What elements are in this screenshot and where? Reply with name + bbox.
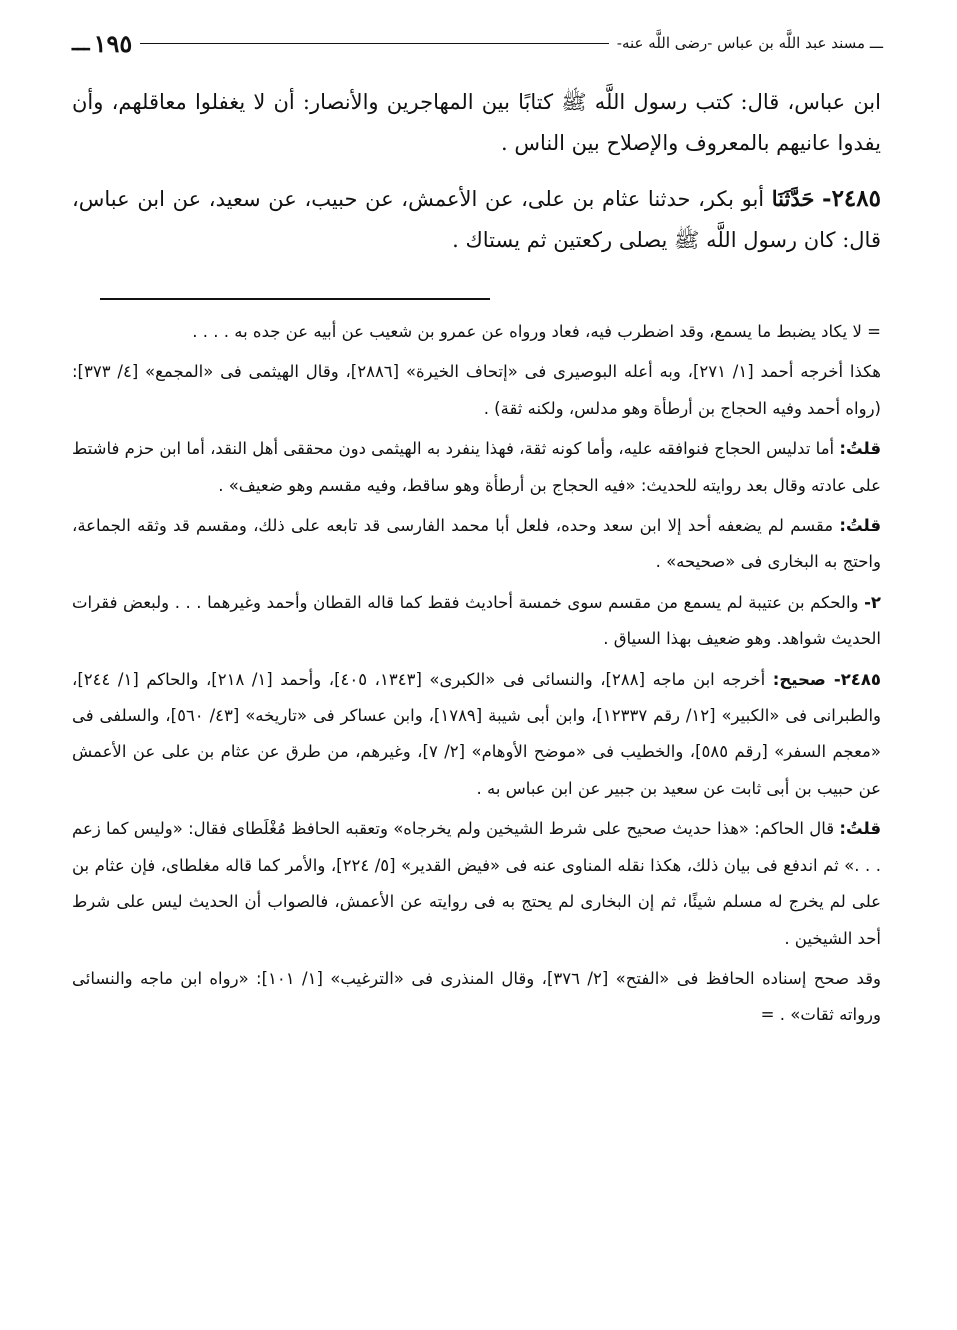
footnote-paragraph — [72, 811, 881, 957]
footnote-continuation: = لا يكاد يضبط ما يسمع، وقد اضطرب فيه، فعاد ورواه عن عمرو بن شعيب عن أبيه عن جده به . . . . — [192, 322, 881, 341]
footnote-paragraph — [72, 585, 881, 658]
footnotes — [72, 314, 881, 1038]
footnote-text: أخرجه ابن ماجه [٢٨٨]، والنسائى فى «الكبرى» [١٣٤٣، ٤٠٥]، وأحمد [١/ ٢١٨]، والحاكم [١/ ٢٤٤]، والطبرانى فى «الكبير» [١٢/ رقم ١٢٣٣٧]، وابن أبى شيبة [١٧٨٩]، وابن عساكر فى «تاريخه» [٤٣/ ٥٦٠]، والسلفى فى «معجم السفر» [رقم ٥٨٥]، والخطيب فى «موضح الأوهام» [٢/ ٧]، وغيرهم، من طرق عن عثام بن على عن الأعمش عن حبيب بن أبى ثابت عن سعيد بن جبير عن ابن عباس به . — [72, 669, 882, 798]
takhrij-label: ٢٤٨٥- صحيح: — [772, 669, 882, 689]
header-dash: ـــ — [72, 31, 90, 55]
footnote-text: قال الحاكم: «هذا حديث صحيح على شرط الشيخين ولم يخرجاه» وتعقبه الحافظ مُغْلَطاى فقال: «وليس كما زعم . . .» ثم اندفع فى بيان ذلك، هكذا نقله المناوى عنه فى «فيض القدير» [٥/ ٢٢٤]، والأمر كما قاله مغلطاى، فإن عثام بن على لم يخرج له مسلم شيئًا، ثم إن البخارى لم يحتج به فى روايته عن الأعمش، فالصواب أن الحديث ليس على شرط أحد الشيخين . — [72, 819, 881, 948]
hadith-number: ٢٤٨٥- — [822, 185, 881, 212]
footnote-text: مقسم لم يضعفه أحد إلا ابن سعد وحده، فلعل أبا محمد الفارسى قد تابعه على ذلك، ومقسم قد وثقه الجماعة، واحتج به البخارى فى «صحيحه» . — [72, 516, 881, 572]
qultu-label: قلتُ: — [839, 819, 881, 839]
footnote-text: والحكم بن عتيبة لم يسمع من مقسم سوى خمسة أحاديث فقط كما قاله القطان وأحمد وغيرهما . . . ولبعض فقرات الحديث شواهد. وهو ضعيف بهذا السياق . — [72, 592, 881, 649]
footnote-paragraph — [72, 961, 881, 1034]
running-header — [68, 28, 883, 58]
footnote-text: أما تدليس الحجاج فنوافقه عليه، وأما كونه ثقة، فهذا ينفرد به الهيثمى دون محققى أهل النقد، أما ابن حزم فاشتط على عادته وقال بعد روايته للحديث: «فيه الحجاج بن أرطأة وهو ساقط، وفيه مقسم وهو ضعيف» . — [72, 439, 881, 495]
qultu-label: قلتُ: — [839, 516, 881, 536]
note-number: ٢- — [864, 592, 881, 612]
footnote-divider — [100, 298, 490, 300]
header-title: ـــ مسند عبد اللَّه بن عباس -رضى اللَّه عنه- — [616, 34, 883, 52]
qultu-label: قلتُ: — [839, 439, 881, 459]
header-rule — [140, 43, 609, 44]
continuation-mark: = — [760, 1005, 775, 1025]
footnote-paragraph: هكذا أخرجه أحمد [١/ ٢٧١]، وبه أعله البوصيرى فى «إتحاف الخيرة» [٢٨٨٦]، وقال الهيثمى فى «المجمع» [٤/ ٣٧٣]: (رواه أحمد وفيه الحجاج بن أرطأة وهو مدلس، ولكنه ثقة) . — [72, 362, 881, 418]
footnote-paragraph — [72, 431, 881, 504]
hadith-intro: حَدَّثَنَا — [771, 186, 815, 211]
hadith-paragraph — [72, 178, 881, 261]
footnote-paragraph — [72, 508, 881, 581]
footnote-takhrij — [72, 662, 881, 808]
main-text — [72, 82, 881, 275]
hadith-text: أبو بكر، حدثنا عثام بن على، عن الأعمش، عن حبيب، عن سعيد، عن ابن عباس، قال: كان رسول اللَّه ﷺ يصلى ركعتين ثم يستاك . — [72, 187, 881, 252]
page-number: ١٩٥ — [93, 28, 133, 58]
main-paragraph: ابن عباس، قال: كتب رسول اللَّه ﷺ كتابًا بين المهاجرين والأنصار: أن لا يغفلوا معاقلهم، وأن يفدوا عانيهم بالمعروف والإصلاح بين الناس . — [72, 90, 881, 155]
footnote-text: وقد صحح إسناده الحافظ فى «الفتح» [٢/ ٣٧٦]، وقال المنذرى فى «الترغيب» [١/ ١٠١]: «رواه ابن ماجه والنسائى ورواته ثقات» . — [72, 968, 881, 1025]
